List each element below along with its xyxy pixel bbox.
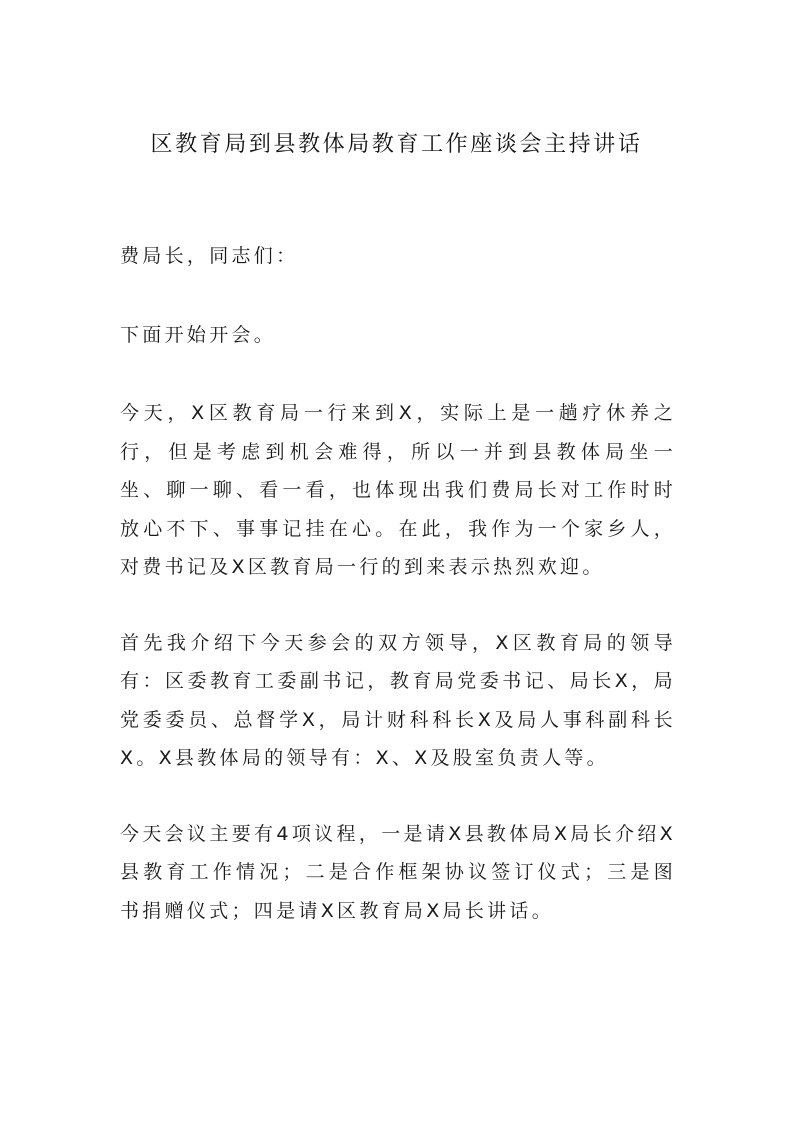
paragraph-opening: 下面开始开会。 <box>120 323 277 346</box>
paragraph-salutation: 费局长，同志们： <box>120 245 299 267</box>
paragraph-welcome: 今天，X区教育局一行来到X，实际上是一趟疗休养之行，但是考虑到机会难得，所以一并到县教体局坐一坐、聊一聊、看一看，也体现出我们费局长对工作时时放心不下、事事记挂在心。在此，我作为一个家乡人，对费书记及X区教育局一行的到来表示热烈欢迎。 <box>120 402 676 578</box>
document-body <box>120 237 676 967</box>
paragraph-agenda: 今天会议主要有4项议程，一是请X县教体局X局长介绍X县教育工作情况；二是合作框架协议签订仪式；三是图书捐赠仪式；四是请X区教育局X局长讲话。 <box>120 822 676 922</box>
paragraph-introductions: 首先我介绍下今天参会的双方领导，X区教育局的领导有：区委教育工委副书记，教育局党委书记、局长X，局党委委员、总督学X，局计财科科长X及局人事科副科长X。X县教体局的领导有：X、X及股室负责人等。 <box>120 631 676 769</box>
document-title: 区教育局到县教体局教育工作座谈会主持讲话 <box>150 132 643 157</box>
